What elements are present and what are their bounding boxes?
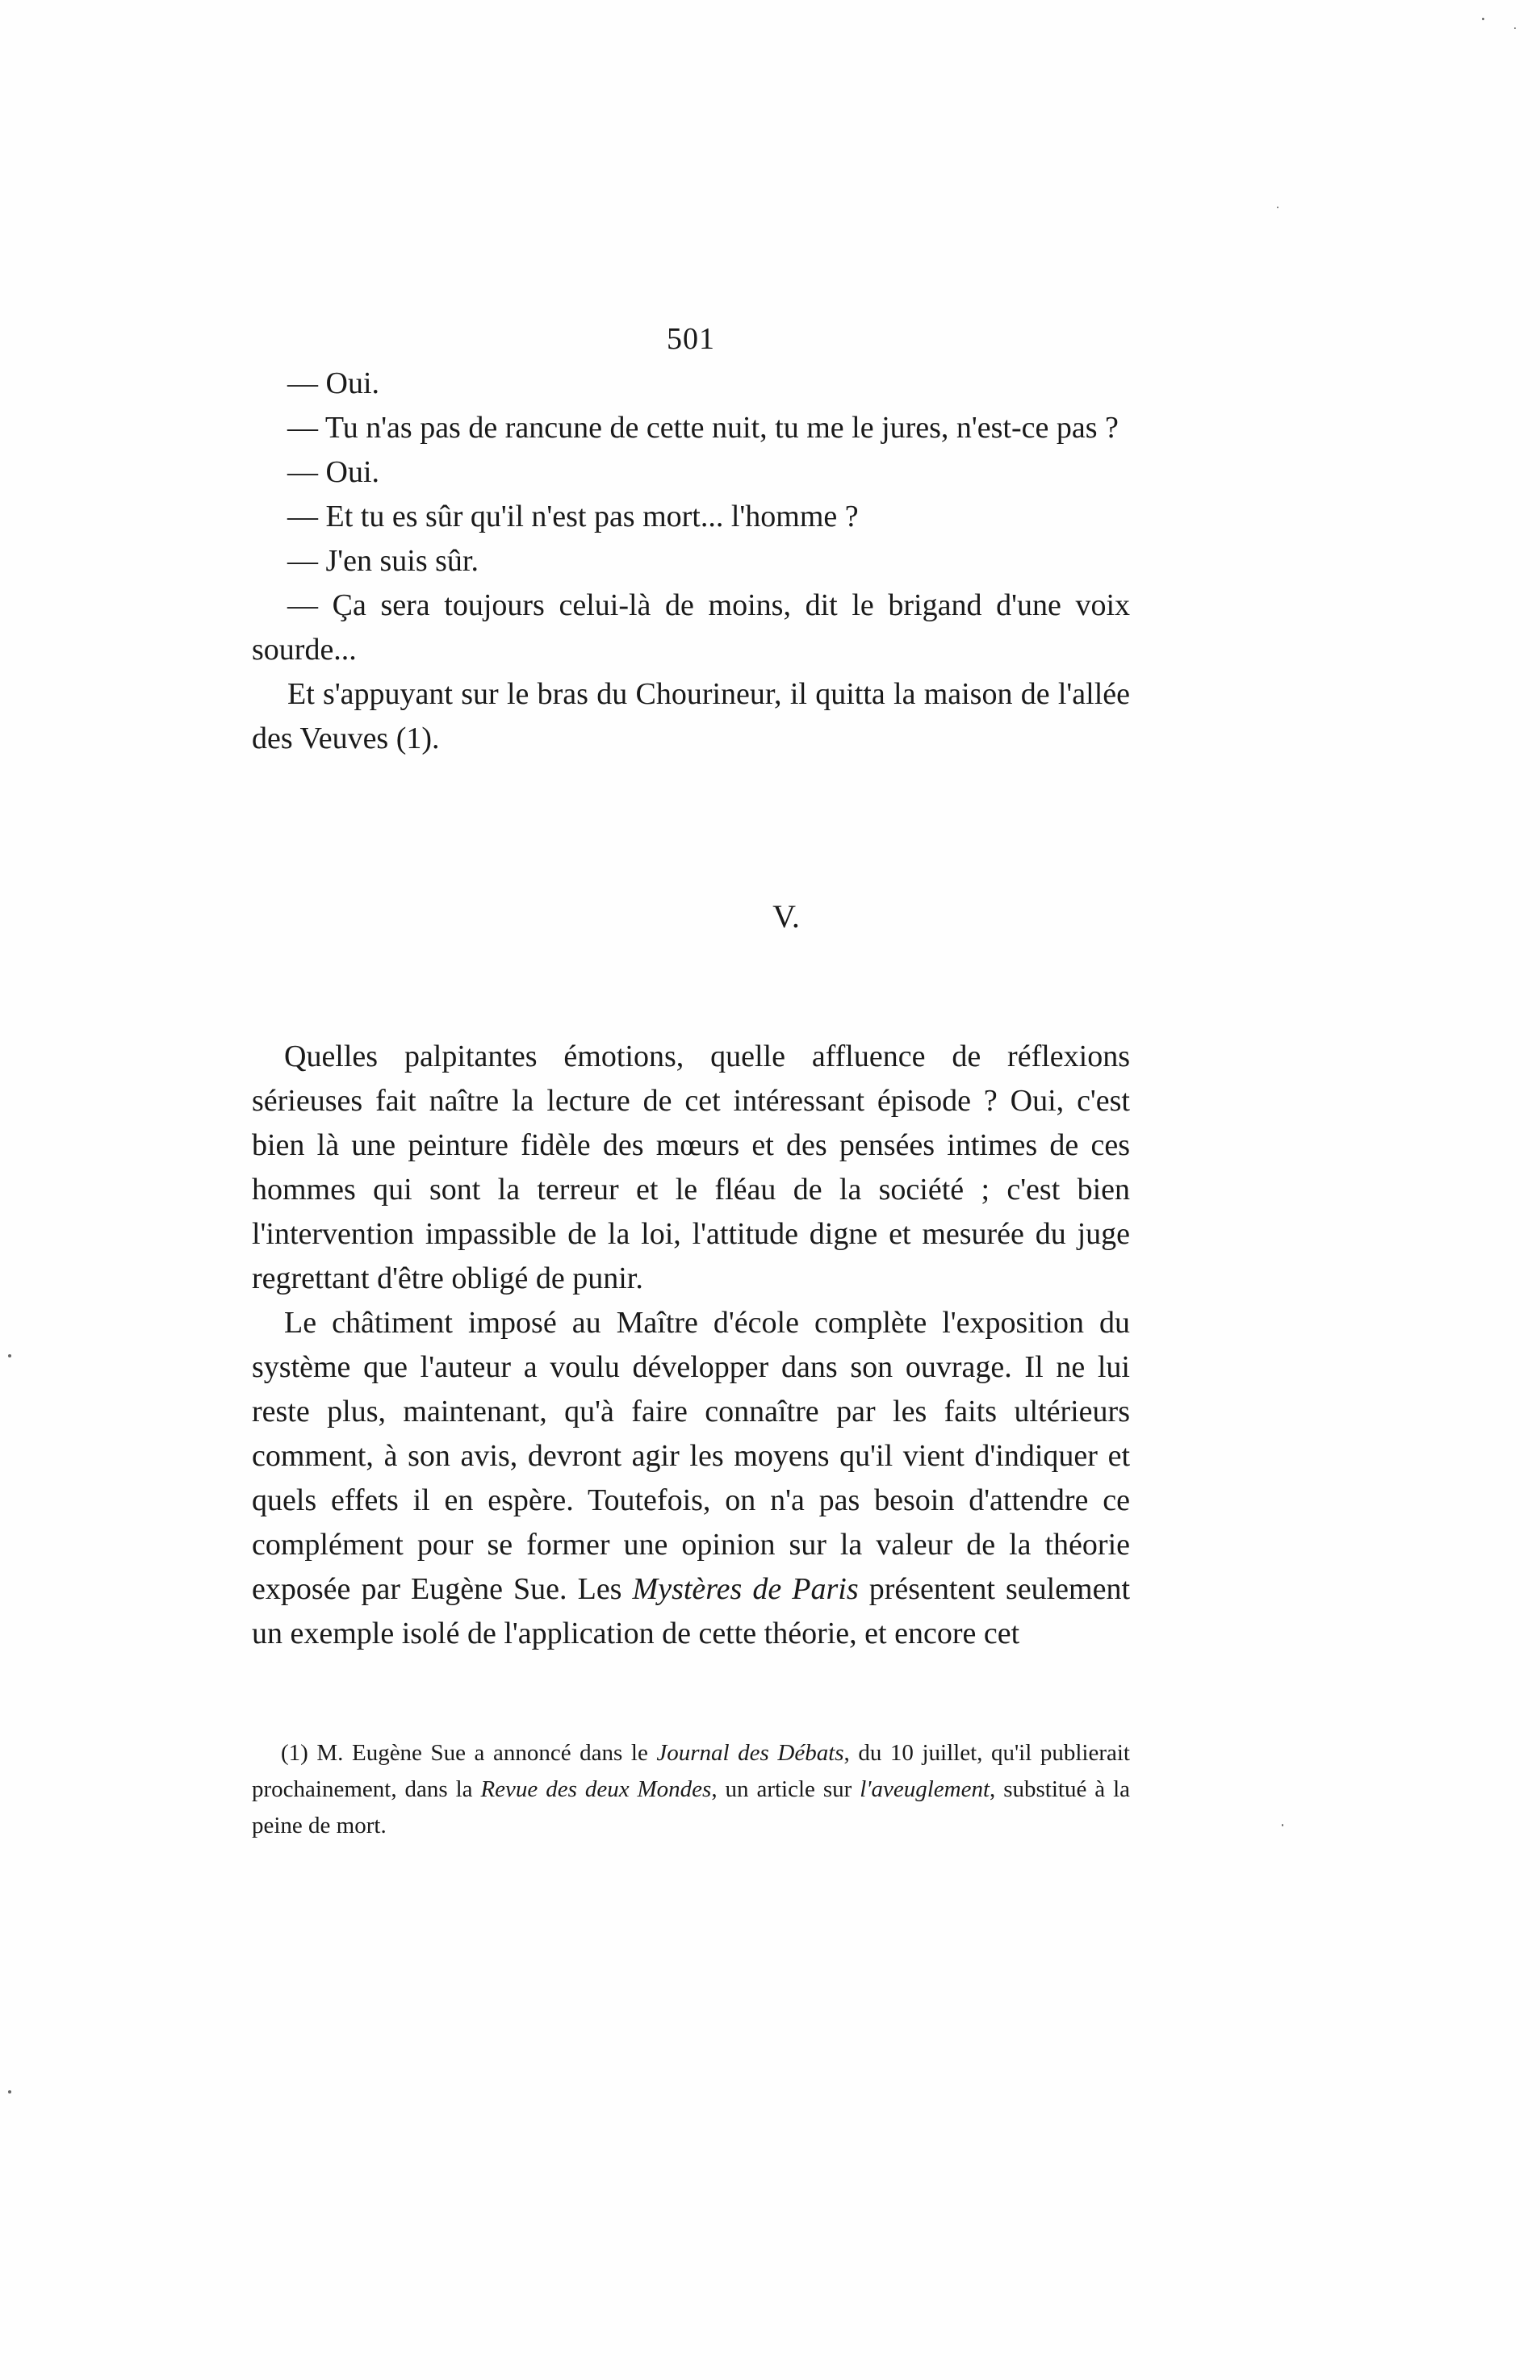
footnote-part: (1) M. Eugène Sue a annoncé dans le xyxy=(281,1740,657,1766)
footnote-part: , un article sur xyxy=(711,1776,860,1802)
scan-speck xyxy=(1277,207,1278,208)
dialogue-block xyxy=(252,362,1130,761)
footnote-part: , substitué à la peine de mort. xyxy=(252,1776,1131,1838)
scan-speck xyxy=(1482,18,1484,20)
section-heading: V. xyxy=(772,898,800,935)
scan-speck xyxy=(8,1354,11,1357)
dialogue-line: — J'en suis sûr. xyxy=(287,544,479,578)
paragraph: Quelles palpitantes émotions, quelle affluence de réflexions sérieuses fait naître la lecture de cet intéressant épisode ? Oui, c'est bien là une peinture fidèle des mœurs et des pensées intimes de ces hommes qui sont la terreur et le fléau de la société ; c'est bien l'intervention impassible de la loi, l'attitude digne et mesurée du juge regrettant d'être obligé de punir. xyxy=(252,1039,1130,1295)
footnote-journal-title: Journal des Débats xyxy=(656,1740,844,1766)
dialogue-line: — Ça sera toujours celui-là de moins, dit le brigand d'une voix sourde... xyxy=(252,588,1130,667)
dialogue-line: — Oui. xyxy=(287,455,379,489)
footnote-topic: l'aveuglement xyxy=(860,1776,990,1802)
scan-speck xyxy=(1282,1824,1283,1826)
dialogue-line: — Oui. xyxy=(287,366,379,400)
body-text xyxy=(252,1035,1130,1656)
dialogue-line: — Et tu es sûr qu'il n'est pas mort... l'homme ? xyxy=(287,500,859,533)
page-number: 501 xyxy=(667,322,715,356)
book-title: Mystères de Paris xyxy=(632,1572,859,1606)
paragraph-text: présentent seulement un exemple isolé de l'application de cette théorie, et encore cet xyxy=(252,1572,1131,1650)
footnote-text xyxy=(252,1735,1130,1844)
dialogue-line: — Tu n'as pas de rancune de cette nuit, tu me le jures, n'est-ce pas ? xyxy=(287,411,1119,445)
scan-speck xyxy=(8,2090,11,2093)
scan-speck xyxy=(1514,27,1516,29)
footnote-part: , du 10 juillet, qu'il publierait prochainement, dans la xyxy=(252,1740,1130,1802)
footnote-revue-title: Revue des deux Mondes xyxy=(480,1776,712,1802)
narration-line: Et s'appuyant sur le bras du Chourineur, il quitta la maison de l'allée des Veuves (1). xyxy=(252,677,1130,755)
paragraph-text: Le châtiment imposé au Maître d'école complète l'exposition du système que l'auteur a voulu développer dans son ouvrage. Il ne lui reste plus, maintenant, qu'à faire connaître par les faits ultérieurs comment, à son avis, devront agir les moyens qu'il vient d'indiquer et quels effets il en espère. Toutefois, on n'a pas besoin d'attendre ce complément pour se former une opinion sur la valeur de la théorie exposée par Eugène Sue. Les xyxy=(252,1306,1130,1606)
paragraph xyxy=(252,1301,1130,1656)
footnote xyxy=(252,1735,1130,1844)
